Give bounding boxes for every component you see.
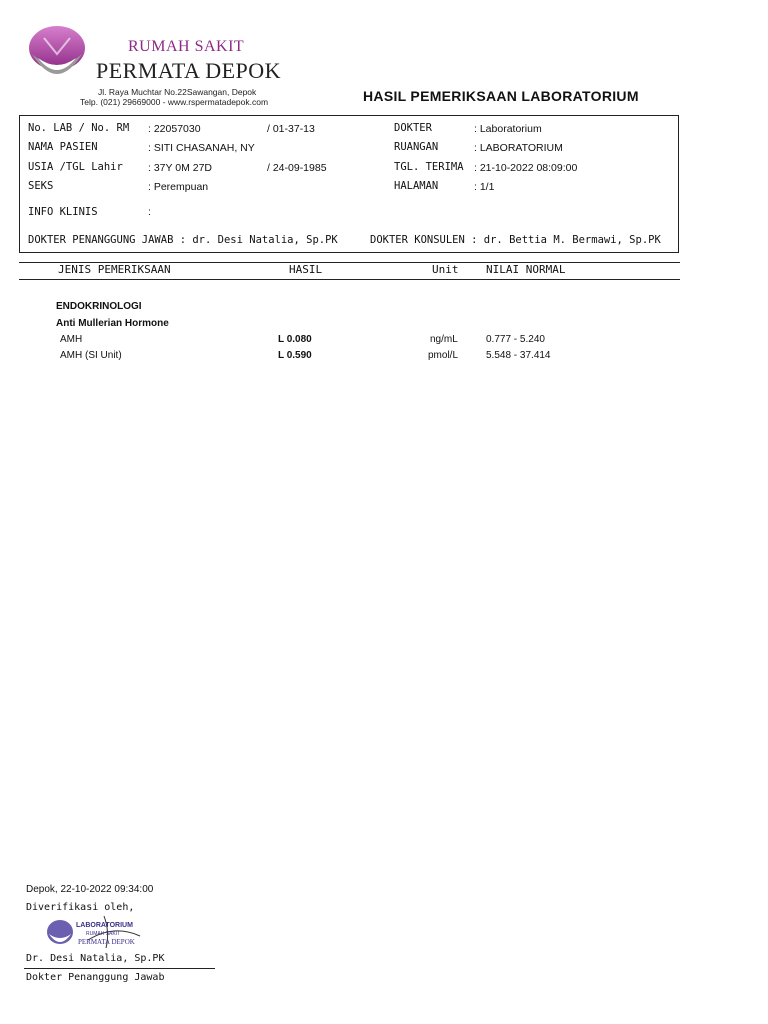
test-unit: pmol/L (428, 350, 459, 361)
section-title: ENDOKRINOLOGI (56, 301, 142, 312)
hospital-name-large: PERMATA DEPOK (96, 58, 282, 83)
place-date: Depok, 22-10-2022 09:34:00 (26, 884, 154, 895)
ruangan-label: RUANGAN (394, 141, 439, 153)
test-normal-range: 0.777 - 5.240 (486, 334, 545, 345)
dokter-label: DOKTER (394, 122, 432, 134)
test-name: AMH (SI Unit) (60, 350, 122, 361)
no-rm-value: / 01-37-13 (267, 123, 315, 135)
test-name: AMH (60, 334, 83, 345)
test-normal-range: 5.548 - 37.414 (486, 350, 551, 361)
dokter-value: : Laboratorium (474, 123, 542, 135)
test-result: L 0.590 (278, 350, 312, 361)
stamp-text-2: RUMAH SAKIT (86, 931, 121, 937)
tgl-terima-value: : 21-10-2022 08:09:00 (474, 162, 578, 174)
test-unit: ng/mL (430, 334, 458, 345)
usia-value: : 37Y 0M 27D (148, 162, 213, 174)
nama-value: : SITI CHASANAH, NY (148, 142, 255, 154)
hospital-address: Jl. Raya Muchtar No.22Sawangan, Depok (98, 87, 257, 97)
signature-rule (24, 968, 215, 969)
info-klinis-value: : (148, 206, 151, 218)
halaman-value: : 1/1 (474, 181, 495, 193)
dokter-konsulen: DOKTER KONSULEN : dr. Bettia M. Bermawi, Sp.PK (370, 234, 661, 246)
test-result: L 0.080 (278, 334, 312, 345)
dokter-penanggung-jawab: DOKTER PENANGGUNG JAWAB : dr. Desi Natalia, Sp.PK (28, 234, 338, 246)
seks-label: SEKS (28, 180, 54, 192)
header-hasil: HASIL (289, 263, 323, 276)
lab-stamp (44, 914, 154, 952)
ruangan-value: : LABORATORIUM (474, 142, 563, 154)
no-lab-value: : 22057030 (148, 123, 201, 135)
group-title: Anti Mullerian Hormone (56, 318, 169, 329)
tgl-lahir-value: / 24-09-1985 (267, 162, 327, 174)
verified-by: Diverifikasi oleh, (26, 902, 135, 913)
header-nilai-normal: NILAI NORMAL (486, 263, 566, 276)
nama-label: NAMA PASIEN (28, 141, 98, 153)
usia-label: USIA /TGL Lahir (28, 161, 123, 173)
header-unit: Unit (432, 263, 459, 276)
signing-role: Dokter Penanggung Jawab (26, 972, 165, 983)
table-header-rule (19, 279, 680, 280)
hospital-contact: Telp. (021) 29669000 - www.rspermatadepok.com (80, 97, 269, 107)
hospital-name-small: RUMAH SAKIT (128, 38, 245, 55)
header-jenis: JENIS PEMERIKSAAN (58, 263, 171, 276)
info-klinis-label: INFO KLINIS (28, 206, 98, 218)
no-lab-label: No. LAB / No. RM (28, 122, 130, 134)
hospital-logo-icon (26, 24, 88, 86)
seks-value: : Perempuan (148, 181, 209, 193)
stamp-text-1: LABORATORIUM (76, 922, 133, 929)
patient-info-box (19, 115, 679, 253)
stamp-text-3: PERMATA DEPOK (78, 938, 135, 946)
report-title: HASIL PEMERIKSAAN LABORATORIUM (363, 88, 639, 104)
tgl-terima-label: TGL. TERIMA (394, 161, 464, 173)
signing-doctor: Dr. Desi Natalia, Sp.PK (26, 953, 165, 964)
halaman-label: HALAMAN (394, 180, 439, 192)
